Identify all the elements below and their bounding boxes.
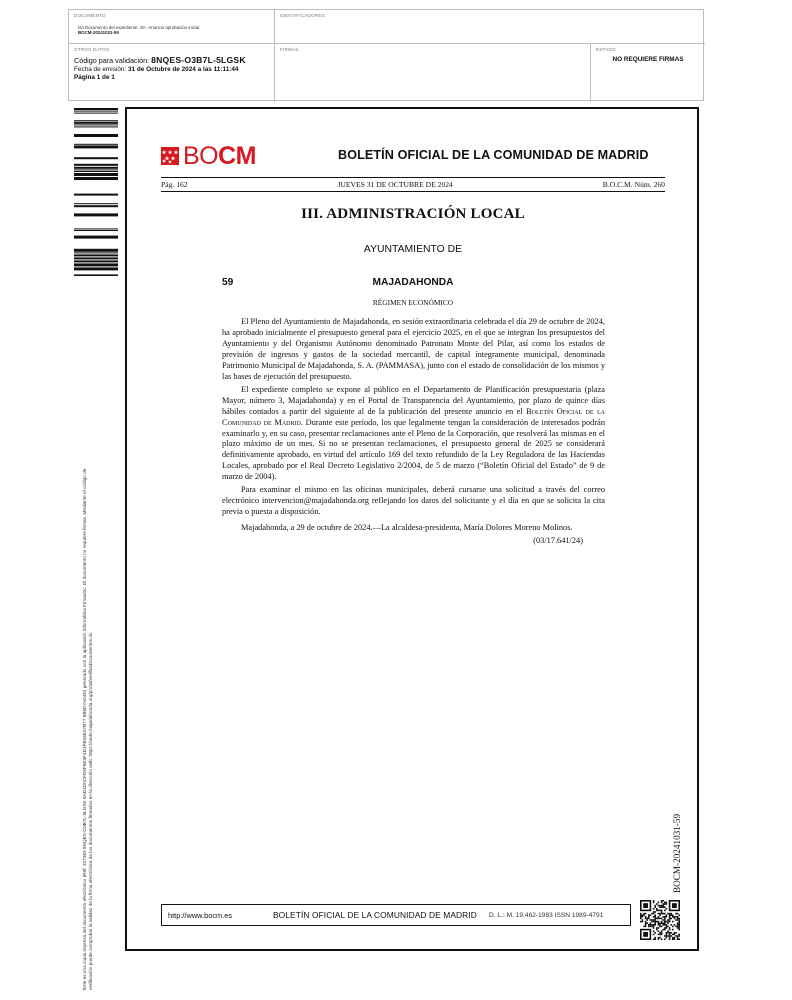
footer-url-link[interactable]: http://www.bocm.es xyxy=(168,910,233,920)
estado-value: NO REQUIERE FIRMAS xyxy=(612,56,684,63)
validation-barcode xyxy=(74,108,118,276)
footer-publication-name: BOLETÍN OFICIAL DE LA COMUNIDAD DE MADRID xyxy=(273,910,477,920)
emission-date-line xyxy=(74,66,269,73)
logo-cm: CM xyxy=(218,141,257,170)
publication-title: BOLETÍN OFICIAL DE LA COMUNIDAD DE MADRID xyxy=(338,148,649,162)
documento-cell xyxy=(69,10,275,44)
qr-code-icon xyxy=(640,900,680,940)
logo-wordmark xyxy=(183,142,256,171)
emission-date-label: Fecha de emisión: xyxy=(74,66,127,73)
announcement-body xyxy=(222,317,605,547)
issue-date: JUEVES 31 DE OCTUBRE DE 2024 xyxy=(337,180,453,189)
page-footer xyxy=(161,904,631,926)
signature-paragraph: Majadahonda, a 29 de octubre de 2024.—La alcaldesa-presidenta, María Dolores Moreno Molinos. xyxy=(241,523,573,533)
ayuntamiento-heading: AYUNTAMIENTO DE xyxy=(363,244,463,255)
documento-caption: DOCUMENTO xyxy=(74,13,106,18)
bocm-logo xyxy=(161,142,256,170)
otros-datos-caption: OTROS DATOS xyxy=(74,47,110,52)
bocm-side-code: BOCM-20241031-59 xyxy=(672,813,682,893)
announcement-reference: (03/17.641/24) xyxy=(533,536,583,546)
page-number: Pág. 162 xyxy=(161,180,188,189)
emission-date-value: 31 de Octubre de 2024 a las 11:11:44 xyxy=(128,66,239,73)
paragraph-2-bulletin-name: Boletín Oficial de la Comunidad de Madrid xyxy=(222,406,605,427)
validation-code-value: 8NQES-O3B7L-5LGSK xyxy=(151,55,246,65)
validation-vertical-note xyxy=(82,290,95,990)
estado-caption: ESTADO xyxy=(596,47,616,52)
paragraph-1: El Pleno del Ayuntamiento de Majadahonda, en sesión extraordinaria celebrada el día 29 de octubre de 2024, ha aprobado inicialmente el presupuesto general para el ejercicio 2025, en el que se integran los presupuestos del Ayuntamiento y del Organismo Autónomo denominado Patronato Monte del Pilar, así como los estados de previsión de ingresos y gastos de la sociedad mercantil, de capital íntegramente municipal, denominada Patrimonio Municipal de Majadahonda, S. A. (PAMMASA), junto con el estado de consolidación de los mismos y las bases de ejecución del presupuesto. xyxy=(222,317,605,381)
identificadores-caption: IDENTIFICADORES xyxy=(280,13,325,18)
otros-datos-cell xyxy=(69,44,275,102)
firmas-cell xyxy=(275,44,591,102)
entry-number: 59 xyxy=(222,277,234,288)
issue-number: B.O.C.M. Núm. 260 xyxy=(602,180,665,189)
running-header xyxy=(161,180,665,189)
document-metadata-box xyxy=(68,9,704,101)
municipality-heading: MAJADAHONDA xyxy=(372,277,454,288)
documento-description: DA Documento del expediente: 28.- Anuncio aprobación inicial xyxy=(78,25,200,30)
estado-cell xyxy=(591,44,705,102)
entry-subtitle: RÉGIMEN ECONÓMICO xyxy=(372,298,454,307)
identificadores-cell xyxy=(275,10,705,44)
madrid-stars-flag-icon xyxy=(161,147,179,165)
section-heading: III. ADMINISTRACIÓN LOCAL xyxy=(301,206,525,222)
firmas-caption: FIRMAS xyxy=(280,47,299,52)
validation-code-line xyxy=(74,55,269,65)
header-rule-top xyxy=(161,177,665,178)
page-count: Página 1 de 1 xyxy=(74,74,115,81)
paragraph-2-part-a: El expediente completo se expone al público en el Departamento de Planificación presupuestaria (plaza Mayor, número 3, Majadahonda) y en el Portal de Transparencia del Ayuntamiento, por plazo de quince días hábiles contados a partir del siguiente al de la publicación del presente anuncio en el xyxy=(222,384,605,416)
paragraph-2 xyxy=(222,385,605,484)
paragraph-2-part-c: . Durante este período, los que legalmente tengan la consideración de interesados podrán examinarlo y, en su caso, presentar reclamaciones ante el Pleno de la Corporación, que resolverá las mismas en el plazo máximo de un mes. Si no se presentan reclamaciones, el presupuesto general de 2025 se considerará definitivamente aprobado, en virtud del artículo 169 del texto refundido de la Ley Reguladora de las Haciendas Locales, aprobado por el Real Decreto Legislativo 2/2004, de 5 de marzo (“Boletín Oficial del Estado” de 9 de marzo de 2004). xyxy=(222,417,605,482)
documento-id: BOCM-20241031-59 xyxy=(78,30,119,35)
paragraph-3: Para examinar el mismo en las oficinas municipales, deberá cursarse una solicitud a través del correo electrónico intervencion@majadahonda.org reflejando los datos del solicitante y el día en que se solicita la cita previa o puesta a disposición. xyxy=(222,485,605,517)
header-rule-bottom xyxy=(161,191,665,192)
logo-bo: BO xyxy=(183,141,219,170)
validation-note-line1: Este es una copia impresa del documento electrónico (Ref: 327363 8NQES-O3B7L-5LGSK 8AD4D0CFD6F6E3F4D1FB16E27B77 6B6D7A04D) generado con la aplicación informática Firmadoc. El documento no requiere firmas. Mediante el código de xyxy=(82,468,87,990)
validation-note-line2: verificación puede comprobar la validez de la firma electrónica de los documentos firmados en la dirección web: https://sede.majadahonda.org/portal/verificaDocumentos.do xyxy=(88,632,94,990)
footer-legal-deposit: D. L.: M. 19.462-1983 ISSN 1989-4791 xyxy=(489,911,604,919)
validation-code-label: Código para validación: xyxy=(74,56,150,65)
